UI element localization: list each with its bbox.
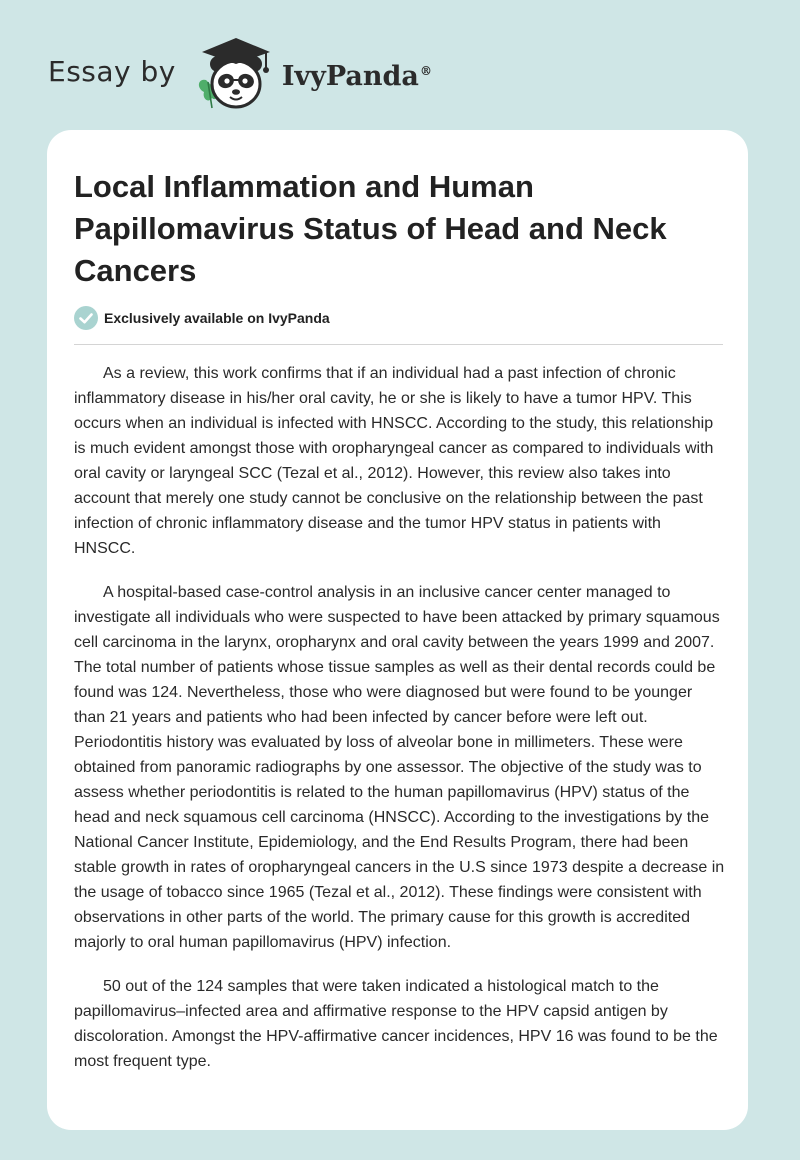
- title-divider: [74, 344, 723, 345]
- exclusive-text: Exclusively available on IvyPanda: [104, 310, 330, 326]
- paragraph: A hospital-based case-control analysis in an inclusive cancer center managed to investigate all individuals who were suspected to have been attacked by primary squamous cell carcinoma in the larynx, oropharynx and oral cavity between the years 1999 and 2007. The total number of patients whose tissue samples as well as their dental records could be found was 124. Nevertheless, those who were diagnosed but were found to be younger than 21 years and patients who had been infected by cancer before were left out. Periodontitis history was evaluated by loss of alveolar bone in millimeters. These were obtained from panoramic radiographs by one assessor. The objective of the study was to assess whether periodontitis is related to the human papillomavirus (HPV) status of the head and neck squamous cell carcinoma (HNSCC). According to the investigations by the National Cancer Institute, Epidemiology, and the End Results Program, there had been stable growth in rates of oropharyngeal cancers in the U.S since 1973 despite a decrease in the usage of tobacco since 1965 (Tezal et al., 2012). These findings were consistent with observations in other parts of the world. The primary cause for this growth is accredited majorly to oral human papillomavirus (HPV) infection.: [74, 584, 725, 951]
- essay-title: Local Inflammation and Human Papillomavirus Status of Head and Neck Cancers: [74, 169, 667, 288]
- exclusive-badge: [74, 306, 330, 330]
- essay-card: [47, 130, 748, 1130]
- check-circle-icon: [74, 306, 98, 330]
- registered-mark: ®: [419, 63, 432, 78]
- paragraph: 50 out of the 124 samples that were taken indicated a histological match to the papillomavirus–infected area and affirmative response to the HPV capsid antigen by discoloration. Amongst the HPV-affirmative cancer incidences, HPV 16 was found to be the most frequent type.: [74, 978, 718, 1070]
- brand-prefix: Essay by: [48, 54, 176, 88]
- brand-name: IvyPanda®: [281, 60, 432, 92]
- paragraph: As a review, this work confirms that if an individual had a past infection of chronic inflammatory disease in his/her oral cavity, he or she is likely to have a tumor HPV. This occurs when an individual is infected with HNSCC. According to the study, this relationship is much evident amongst those with oropharyngeal cancer as compared to individuals with oral cavity or laryngeal SCC (Tezal et al., 2012). However, this review also takes into account that merely one study cannot be conclusive on the relationship between the past infection of chronic inflammatory disease and the tumor HPV status in patients with HNSCC.: [74, 365, 714, 557]
- essay-body: [74, 361, 725, 1093]
- panda-logo-icon: [190, 34, 280, 114]
- brand-header[interactable]: [48, 34, 432, 114]
